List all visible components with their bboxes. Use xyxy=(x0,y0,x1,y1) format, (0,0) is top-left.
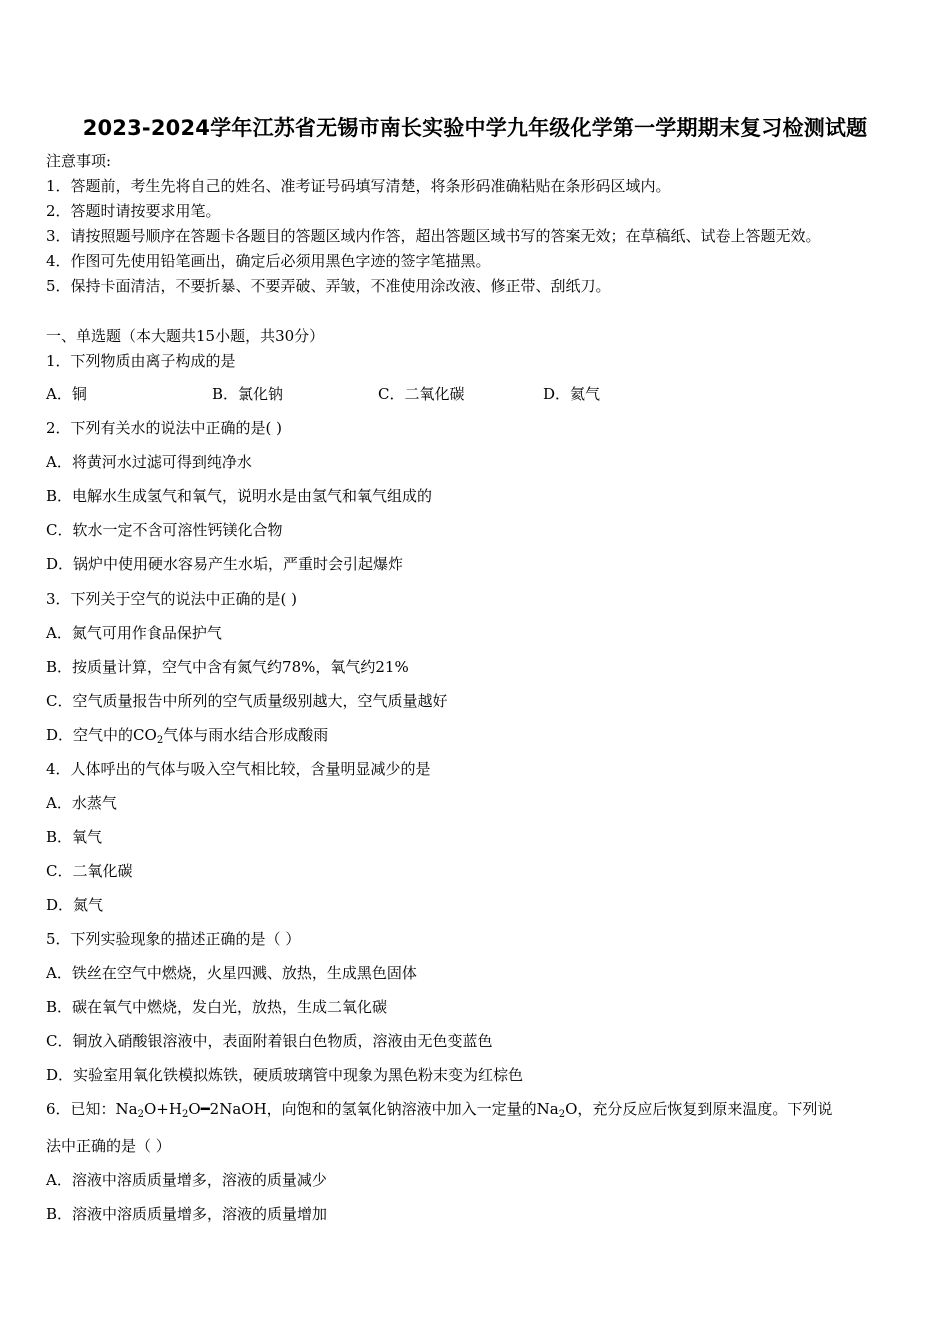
section-heading: 一、单选题（本大题共15小题，共30分） xyxy=(46,327,325,345)
q2-option-c: C．软水一定不含可溶性钙镁化合物 xyxy=(46,521,283,539)
q6-sub: 2 xyxy=(137,1109,144,1120)
question-3-stem: 3．下列关于空气的说法中正确的是( ) xyxy=(46,590,298,608)
notes-header: 注意事项: xyxy=(46,152,112,170)
question-6-stem-cont: 法中正确的是（ ） xyxy=(46,1137,171,1155)
q3-option-d-sub: 2 xyxy=(156,735,164,746)
q5-option-c: C．铜放入硝酸银溶液中，表面附着银白色物质，溶液由无色变蓝色 xyxy=(46,1032,493,1050)
q2-option-d: D．锅炉中使用硬水容易产生水垢，严重时会引起爆炸 xyxy=(46,555,404,573)
note-item: 1．答题前，考生先将自己的姓名、准考证号码填写清楚，将条形码准确粘贴在条形码区域内。 xyxy=(46,177,671,195)
q6-sub: 2 xyxy=(181,1109,189,1120)
q6-stem-part: O+H xyxy=(144,1100,182,1118)
question-4-stem: 4．人体呼出的气体与吸入空气相比较，含量明显减少的是 xyxy=(46,760,431,778)
q1-option-d: D．氦气 xyxy=(543,385,601,403)
q1-option-c: C．二氧化碳 xyxy=(378,385,465,403)
q2-option-a: A．将黄河水过滤可得到纯净水 xyxy=(46,453,252,471)
q3-option-d xyxy=(46,725,328,751)
q3-option-c: C．空气质量报告中所列的空气质量级别越大，空气质量越好 xyxy=(46,692,448,710)
q2-option-b: B．电解水生成氢气和氧气，说明水是由氢气和氧气组成的 xyxy=(46,487,433,505)
exam-title: 2023-2024学年江苏省无锡市南长实验中学九年级化学第一学期期末复习检测试题 xyxy=(82,116,868,140)
q4-option-a: A．水蒸气 xyxy=(46,794,117,812)
q1-option-b: B．氯化钠 xyxy=(212,385,284,403)
q5-option-d: D．实验室用氧化铁模拟炼铁，硬质玻璃管中现象为黑色粉末变为红棕色 xyxy=(46,1066,524,1084)
question-6-stem xyxy=(46,1099,832,1125)
note-item: 3．请按照题号顺序在答题卡各题目的答题区域内作答，超出答题区域书写的答案无效；在草稿纸、试卷上答题无效。 xyxy=(46,227,821,245)
q4-option-b: B．氧气 xyxy=(46,828,103,846)
q5-option-a: A．铁丝在空气中燃烧，火星四溅、放热，生成黑色固体 xyxy=(46,964,417,982)
q6-stem-part: O，充分反应后恢复到原来温度。下列说 xyxy=(565,1100,833,1118)
question-1-stem: 1．下列物质由离子构成的是 xyxy=(46,352,236,370)
q4-option-d: D．氮气 xyxy=(46,896,104,914)
q6-option-b: B．溶液中溶质质量增多，溶液的质量增加 xyxy=(46,1205,328,1223)
note-item: 5．保持卡面清洁，不要折暴、不要弄破、弄皱，不准使用涂改液、修正带、刮纸刀。 xyxy=(46,277,611,295)
note-item: 4．作图可先使用铅笔画出，确定后必须用黑色字迹的签字笔描黑。 xyxy=(46,252,491,270)
question-2-stem: 2．下列有关水的说法中正确的是( ) xyxy=(46,419,283,437)
q3-option-d-post: 气体与雨水结合形成酸雨 xyxy=(163,726,329,744)
q1-option-a: A．铜 xyxy=(46,385,87,403)
q6-option-a: A．溶液中溶质质量增多，溶液的质量减少 xyxy=(46,1171,327,1189)
question-5-stem: 5．下列实验现象的描述正确的是（ ） xyxy=(46,930,301,948)
q4-option-c: C．二氧化碳 xyxy=(46,862,133,880)
q6-sub: 2 xyxy=(558,1109,566,1120)
q3-option-d-pre: D．空气中的CO xyxy=(46,726,157,744)
q6-stem-part: 6．已知：Na xyxy=(46,1100,138,1118)
q6-stem-part: O━2NaOH，向饱和的氢氧化钠溶液中加入一定量的Na xyxy=(188,1100,559,1118)
q3-option-a: A．氮气可用作食品保护气 xyxy=(46,624,222,642)
q3-option-b: B．按质量计算，空气中含有氮气约78%，氧气约21% xyxy=(46,658,409,676)
q5-option-b: B．碳在氧气中燃烧，发白光，放热，生成二氧化碳 xyxy=(46,998,388,1016)
note-item: 2．答题时请按要求用笔。 xyxy=(46,202,221,220)
